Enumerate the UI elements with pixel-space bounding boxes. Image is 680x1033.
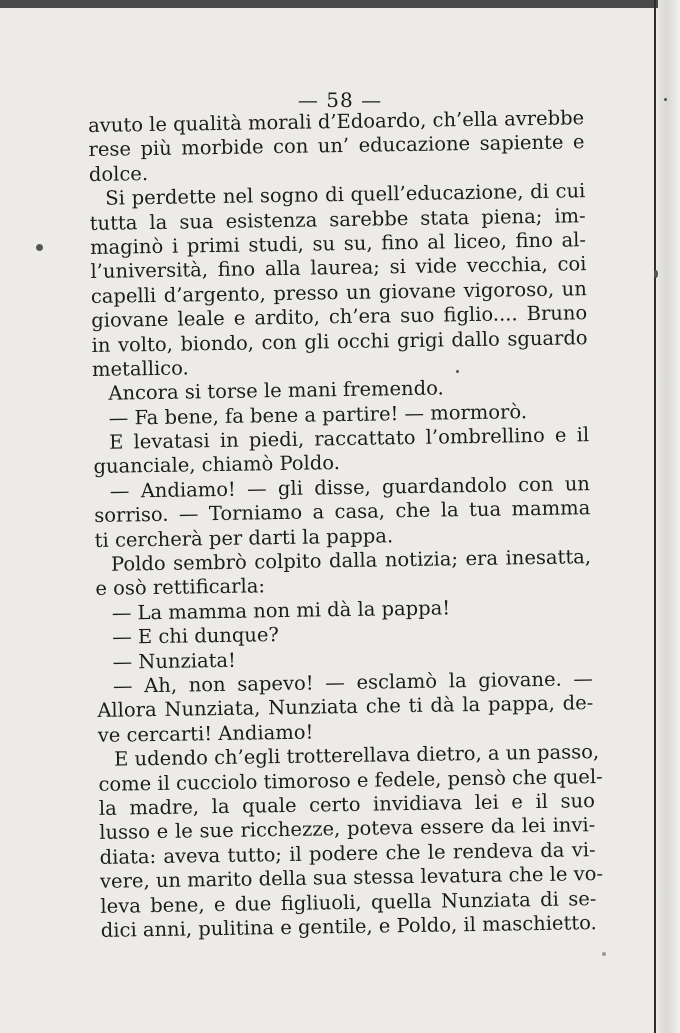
text-line: ti cercherà per darti la pappa. <box>94 523 394 552</box>
text-line: sorriso. — Torniamo a casa, che la tua mamma <box>94 496 591 528</box>
body-text <box>88 106 604 943</box>
text-line: la madre, la quale certo invidiava lei e il suo <box>98 789 596 820</box>
text-line: E levatasi in piedi, raccattato l’ombrellino e il <box>108 423 590 454</box>
text-line: vere, un marito della sua stessa levatura che le vo- <box>99 862 604 894</box>
ink-speck <box>664 98 667 101</box>
ink-speck <box>602 952 606 956</box>
text-line: diata: aveva tutto; il podere che le rendeva da vi- <box>99 837 596 869</box>
text-line: — La mamma non mi dà la pappa! <box>111 596 451 625</box>
text-line: E udendo ch’egli trotterellava dietro, a un passo, <box>113 740 600 771</box>
text-line: guanciale, chiamò Poldo. <box>93 451 341 479</box>
text-line: tutta la sua esistenza sarebbe stata piena; im- <box>89 203 586 235</box>
text-line: rese più morbide con un’ educazione sapiente e <box>88 130 585 162</box>
text-line: e osò rettificarla: <box>95 574 266 601</box>
text-line: — Ah, non sapevo! — esclamò la giovane. — <box>112 667 594 698</box>
text-line: — Andiamo! — gli disse, guardandolo con un <box>109 472 591 503</box>
text-line: giovane leale e ardito, ch’era suo figlio.... Bruno <box>91 301 588 333</box>
text-line: Si perdette nel sogno di quell’educazione, di cui <box>105 179 586 210</box>
text-line: l’università, fino alla laurea; si vide vecchia, coi <box>90 252 587 284</box>
text-line: in volto, biondo, con gli occhi grigi dallo sguardo <box>91 325 588 357</box>
ink-speck <box>654 270 658 278</box>
text-line: dolce. <box>88 161 149 186</box>
ink-speck <box>36 244 43 251</box>
text-line: maginò i primi studi, su su, fino al liceo, fino al- <box>89 228 587 259</box>
text-line: — Fa bene, fa bene a partire! — mormorò. <box>108 399 528 430</box>
page-right-margin <box>658 0 680 1033</box>
text-line: leva bene, e due figliuoli, quella Nunziata di se- <box>100 886 597 918</box>
text-line: avuto le qualità morali d’Edoardo, ch’ella avrebbe <box>88 106 585 137</box>
page-binding-line <box>654 0 656 1033</box>
text-line: metallico. <box>91 356 189 381</box>
text-line: Allora Nunziata, Nunziata che ti dà la pappa, de- <box>97 691 594 723</box>
text-line: — E chi dunque? <box>112 623 280 649</box>
text-line: Poldo sembrò colpito dalla notizia; era inesatta, <box>110 545 592 576</box>
text-line: — Nunziata! <box>112 648 237 674</box>
text-line: ve cercarti! Andiamo! <box>97 720 314 747</box>
page-top-edge <box>0 0 680 8</box>
text-line: dici anni, pulitina e gentile, e Poldo, il maschietto. <box>100 911 597 942</box>
text-line: come il cucciolo timoroso e fedele, pensò che quel- <box>98 764 603 796</box>
page-number: — 58 — <box>297 88 383 112</box>
text-line: Ancora si torse le mani fremendo. <box>108 376 444 406</box>
text-line: lusso e le sue ricchezze, poteva essere da lei invi- <box>99 813 596 845</box>
text-line: capelli d’argento, presso un giovane vigoroso, un <box>90 276 587 308</box>
ink-speck <box>456 370 459 373</box>
